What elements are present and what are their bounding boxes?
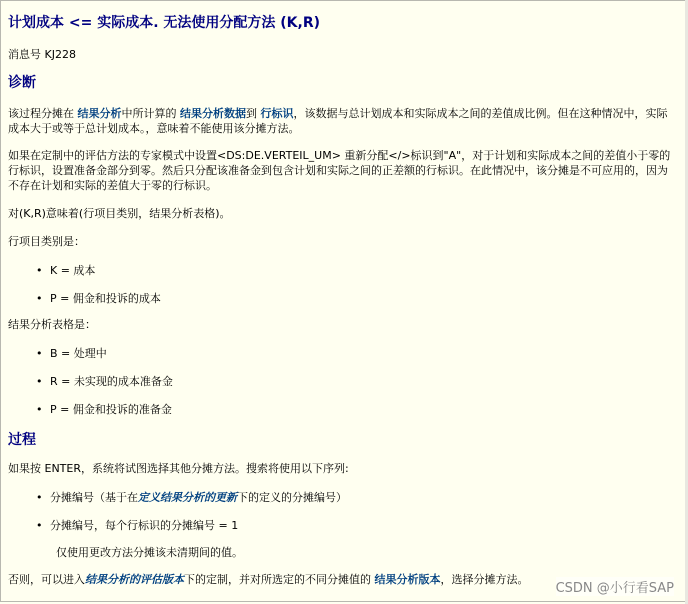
list-item-text: P = 佣金和投诉的准备金 <box>50 403 172 416</box>
diagnosis-paragraph-2: 如果在定制中的评估方法的专家模式中设置<DS:DE.VERTEIL_UM> 重新分配</>标识到"A"，对于计划和实际成本之间的差值小于零的行标识，设置准备金部分到零。然后只分配该准备金到包含计划和实际之间的正差额的行标识。在此情况中，该分摊是不可应用的，因为不存在计划和实际的差值大于零的行标识。 <box>8 149 671 192</box>
list-item-text: P = 佣金和投诉的成本 <box>50 292 161 305</box>
text: 到 <box>246 107 261 120</box>
list-item: • 分摊编号，每个行标识的分摊编号 = 1 <box>36 519 239 532</box>
text: ，选择分摊方法。 <box>440 573 529 586</box>
text: 下的定制，并对所选定的不同分摊值的 <box>184 573 375 586</box>
list-item: • R = 未实现的成本准备金 <box>36 375 173 388</box>
list-item: • P = 佣金和投诉的成本 <box>36 292 161 305</box>
list-item: • K = 成本 <box>36 264 96 277</box>
line-item-intro: 行项目类别是： <box>8 235 85 248</box>
link-results-analysis-version[interactable]: 结果分析版本 <box>374 573 441 586</box>
link-results-analysis[interactable]: 结果分析 <box>77 107 122 120</box>
list-item-text: B = 处理中 <box>50 347 107 360</box>
link-line-id[interactable]: 行标识 <box>260 107 294 120</box>
diagnosis-heading: 诊断 <box>8 75 36 91</box>
text: 该过程分摊在 <box>8 107 78 120</box>
diagnosis-paragraph-1 <box>8 106 678 136</box>
watermark: CSDN @小行看SAP <box>556 577 674 596</box>
list-item-text: K = 成本 <box>50 264 96 277</box>
text: 否则，可以进入 <box>8 573 85 586</box>
link-results-analysis-data[interactable]: 结果分析数据 <box>180 107 246 120</box>
list-item-text: 分摊编号，每个行标识的分摊编号 = 1 <box>50 519 239 532</box>
message-title: 计划成本 <= 实际成本. 无法使用分配方法 (K,R) <box>8 15 321 31</box>
message-number: 消息号 KJ228 <box>8 48 76 61</box>
link-define-results-analysis-update[interactable]: 定义结果分析的更新 <box>138 491 237 504</box>
list-item: • P = 佣金和投诉的准备金 <box>36 403 172 416</box>
list-item: • B = 处理中 <box>36 347 107 360</box>
text: 中所计算的 <box>121 107 180 120</box>
procedure-heading: 过程 <box>8 432 36 448</box>
text: 下的定义的分摊编号） <box>237 491 347 504</box>
list-item-note: 仅使用更改方法分摊该未清期间的值。 <box>56 546 243 559</box>
list-item-text: R = 未实现的成本准备金 <box>50 375 173 388</box>
text: 分摊编号（基于在 <box>50 491 138 504</box>
text: ，该数据与总计划成本和实际成本之间的差值成比例。但在这种情况中，实际成本大于或等于总计划成本。，意味着不能使用该分摊方法。 <box>8 107 668 135</box>
diagnosis-paragraph-3: 对(K,R)意味着(行项目类别，结果分析表格)。 <box>8 207 231 220</box>
table-intro: 结果分析表格是： <box>8 318 96 331</box>
list-item: • 分摊编号（基于在定义结果分析的更新下的定义的分摊编号） <box>36 491 347 504</box>
link-results-analysis-valuation-version[interactable]: 结果分析的评估版本 <box>85 573 184 586</box>
procedure-intro: 如果按 ENTER，系统将试图选择其他分摊方法。搜索将使用以下序列: <box>8 462 349 475</box>
